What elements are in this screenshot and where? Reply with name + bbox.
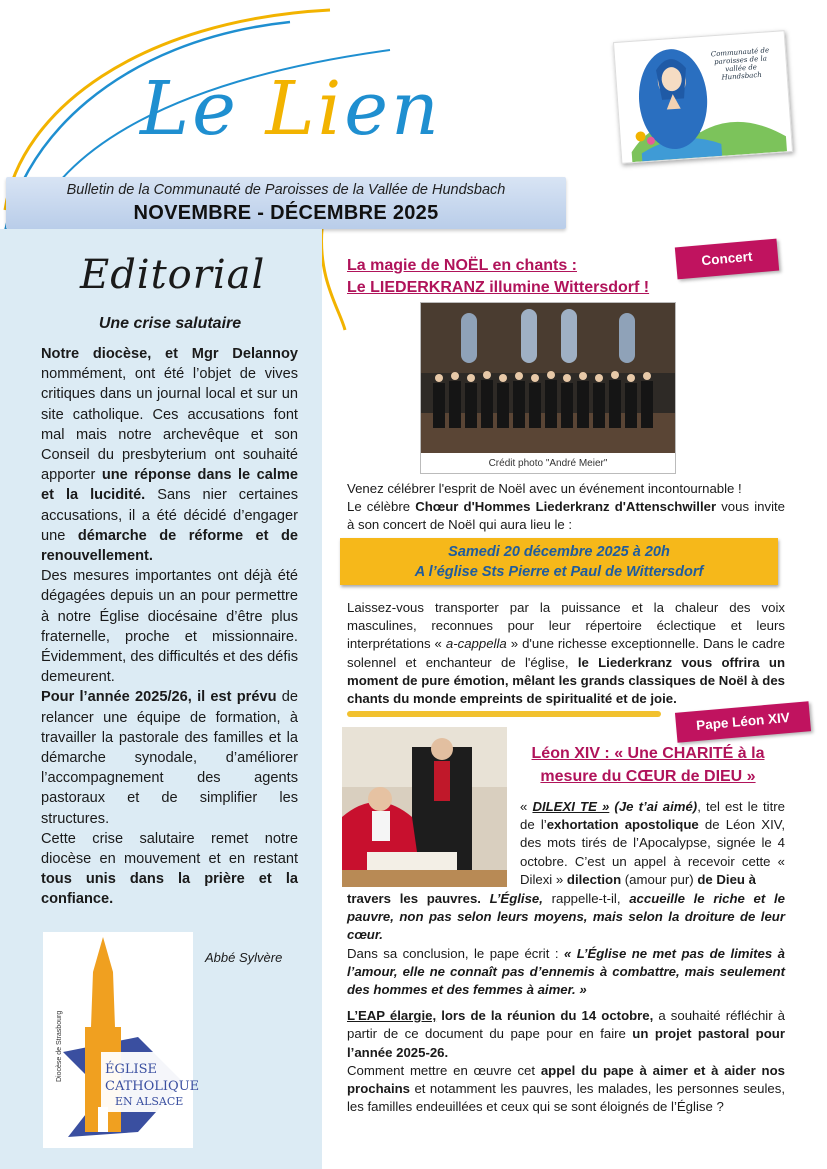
editorial-signature: Abbé Sylvère [205,950,283,965]
pope-text-side [520,798,785,889]
bold-text: de Dieu à [697,871,756,887]
choir-image [421,303,675,453]
section-divider [347,711,661,717]
bold-italic-text: (Je t’ai aimé) [609,799,698,814]
issue-dates: NOVEMBRE - DÉCEMBRE 2025 [133,202,439,224]
text: Cette crise salutaire remet notre diocèse en mouvement et en restant [41,830,298,868]
bold-text: une réponse dans le calme et la lucidité. [41,467,298,504]
eglise-alsace-logo [43,932,200,1148]
concert-description [347,599,785,708]
concert-datebox [340,538,778,585]
editorial-subheading: Une crise salutaire [98,315,242,332]
concert-heading [347,255,649,299]
pope-paragraph [347,1062,785,1117]
editorial-paragraph [41,829,298,910]
pope-heading [513,742,783,788]
bold-text: exhortation apostolique [546,817,699,833]
bold-text: travers les pauvres. [347,891,481,906]
bold-text: démarche de réforme et de renouvellement. [41,527,298,565]
parish-logo [613,30,793,164]
text: (amour pur) [621,871,698,887]
text: rappelle-t-il, [542,891,630,906]
concert-date: Samedi 20 décembre 2025 à 20h [448,544,670,560]
text: Dans sa conclusion, le pape écrit : [347,945,564,961]
bold-text: Notre diocèse, et Mgr Delannoy [41,346,298,362]
bold-italic-text: « L’Église ne met pas de limites à l’amour, elle ne connaît pas d’ennemis à combattre, mais seulement des hommes et des femmes à aimer. » [347,945,785,998]
pope-paragraph [347,1007,785,1062]
pope-text-full [347,890,785,1116]
logo-vertical-text: Diocèse de Strasbourg [56,1010,63,1082]
text: Sans nier certaines accusations, il a été décidé d’engager une [41,487,298,544]
text: nommément, ont été l’objet de vives critiques dans un journal local et sur un site catholique. Ces accusations font mal mais notre archevêque et son Conseil du presbyterium ont souhaité apporter [41,366,298,484]
pope-paragraph [347,945,785,1000]
text: de relancer une équipe de formation, à travailler la pastorale des familles et la démarche synodale, d’améliorer l’accompagnement des agents pastoraux et de simplifier les structures. [41,689,298,827]
pope-photo [342,727,507,887]
text: » d'une richesse exceptionnelle. Dans le cadre solennel et enchanteur de l'église, [347,636,785,670]
title-l: L [265,66,318,152]
text: et notamment les pauvres, les malades, les personnes seules, les familles endeuillées et ceux qui se sont éloignés de l’Église ? [347,1081,785,1115]
intro-line: Venez célébrer l'esprit de Noël avec un événement incontournable ! [347,481,742,496]
text: de Léon XIV, des mots tirés de l’Apocalypse, signée le 4 octobre. C’est un appel à recevoir cette « Dilexi » [520,817,785,887]
bold-underline-text: L’EAP élargie, [347,1008,437,1024]
bold-text: tous unis dans la prière et la confiance. [41,871,298,908]
heading-line: La magie de NOËL en chants : [347,257,577,274]
masthead-title [140,66,442,152]
bold-text: appel du pape à aimer et à aider nos prochains [347,1062,785,1097]
bold-italic-text: L’Église, [480,891,543,906]
editorial-paragraph [41,344,298,566]
concert-tag: Concert [675,239,779,280]
title-i: i [317,66,345,152]
bold-underline-text: DILEXI TE » [532,799,610,814]
bold-text: le Liederkranz vous offrira un moment de pure émotion, mêlant les grands classiques de Noël à des chants du monde empreints de spiritualité et de joie. [347,654,785,707]
title-le: Le [140,66,239,152]
text: vous invite à son concert de Noël qui aura lieu le : [347,499,785,532]
pope-paragraph [347,890,785,945]
editorial-paragraph [41,687,298,828]
text: Laissez-vous transporter par la puissance et la chaleur des voix masculines, reconnues pour leur répertoire éclectique et leurs interprétations « [347,600,785,652]
heading-line: Léon XIV : « Une CHARITÉ à la [531,745,765,762]
logo-line: EN ALSACE [115,1095,184,1108]
title-en: en [344,66,442,152]
concert-intro [347,480,785,534]
text: a souhaité réfléchir à partir de ce document du pape pour en faire [347,1008,786,1042]
text: Comment mettre en œuvre cet [347,1062,541,1078]
header-banner [6,177,566,229]
logo-caption: Communauté de paroisses de la vallée de Hundsbach [710,46,770,82]
intro-paragraph [347,498,785,534]
italic-text: a-cappella [445,636,507,652]
logo-line: ÉGLISE [105,1062,158,1077]
choir-photo [420,302,676,474]
bold-text: Chœur d'Hommes Liederkranz d'Attenschwiller [415,499,717,514]
pope-paragraph [520,798,785,889]
heading-line: mesure du CŒUR de DIEU » [540,768,756,785]
concert-place: A l’église Sts Pierre et Paul de Wittersdorf [414,564,704,580]
text: « [520,799,533,814]
editorial-body [41,344,298,910]
text: Le célèbre [347,499,416,514]
description-paragraph [347,599,785,708]
bold-text: dilection [566,871,622,887]
editorial-heading: Editorial [80,252,266,298]
bold-text: un projet pastoral pour l’année 2025-26. [347,1026,785,1060]
photo-credit: Crédit photo "André Meier" [488,458,608,469]
text: , tel est le titre de l’ [520,799,786,833]
editorial-paragraph: Des mesures importantes ont déjà été dégagées depuis un an pour permettre à notre Église diocésaine d’être plus fraternelle, proche et missionnaire. Évidemment, des difficultés et des défis demeurent. [41,568,298,686]
heading-line: Le LIEDERKRANZ illumine Wittersdorf ! [347,279,650,296]
bulletin-subtitle: Bulletin de la Communauté de Paroisses de la Vallée de Hundsbach [66,182,506,198]
bold-italic-text: accueille le riche et le pauvre, non pas selon leurs moyens, mais selon la droiture de leur cœur. [347,891,785,943]
pope-signing-image [342,727,507,887]
bold-text: Pour l’année 2025/26, il est prévu [41,689,277,706]
bold-text: lors de la réunion du 14 octobre, [436,1008,654,1024]
logo-line: CATHOLIQUE [105,1079,200,1094]
cathedral-star-icon [43,932,193,1148]
pope-tag: Pape Léon XIV [675,701,811,743]
